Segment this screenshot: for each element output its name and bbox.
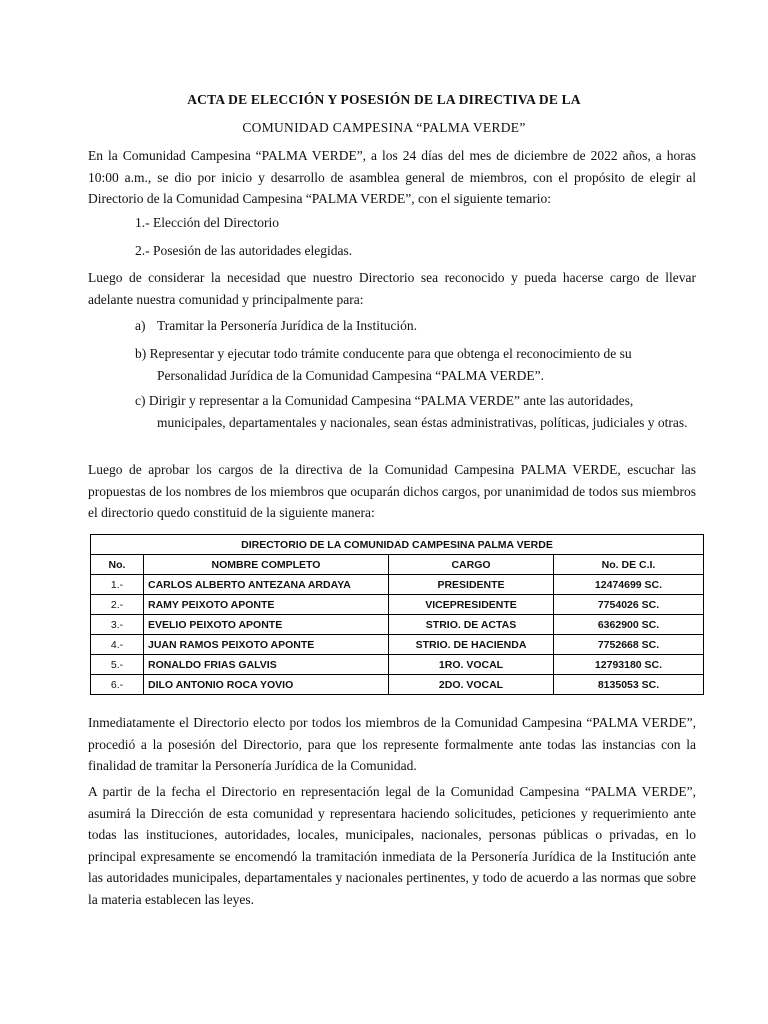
closing-paragraph: A partir de la fecha el Directorio en representación legal de la Comunidad Campesina “PALMA VERDE”, asumirá la Dirección de esta comunidad y representara haciendo solicitudes, peticiones y requerimiento ante todas las instituciones, autoridades, locales, municipales, nacionales, personas públicas o privadas, en lo principal expresamente se encomendó la tramitación inmediata de la Personería Jurídica de la Institución ante las autoridades municipales, departamentales y nacionales pertinentes, y todo de acuerdo a las normas que sobre la materia establecen las leyes.: [88, 784, 696, 907]
cell-no: 6.-: [91, 675, 144, 695]
cell-name: JUAN RAMOS PEIXOTO APONTE: [144, 635, 389, 655]
purpose-b-first-line: b) Representar y ejecutar todo trámite conducente para que obtenga el reconocimiento de su: [135, 346, 632, 361]
table-caption: DIRECTORIO DE LA COMUNIDAD CAMPESINA PALMA VERDE: [91, 535, 704, 555]
cell-name: CARLOS ALBERTO ANTEZANA ARDAYA: [144, 575, 389, 595]
table-caption-row: [91, 535, 704, 555]
purpose-a-marker: a): [135, 318, 146, 333]
document-title: ACTA DE ELECCIÓN Y POSESIÓN DE LA DIRECTIVA DE LA: [187, 92, 581, 107]
cell-name: EVELIO PEIXOTO APONTE: [144, 615, 389, 635]
cell-no: 1.-: [91, 575, 144, 595]
cell-cargo: STRIO. DE ACTAS: [389, 615, 554, 635]
purpose-b: [135, 343, 696, 386]
purpose-c-first-line: c) Dirigir y representar a la Comunidad Campesina “PALMA VERDE” ante las autoridades,: [135, 393, 634, 408]
purpose-intro-paragraph: Luego de considerar la necesidad que nuestro Directorio sea reconocido y pueda hacerse cargo de llevar adelante nuestra comunidad y principalmente para:: [88, 270, 696, 307]
table-row: [91, 615, 704, 635]
purpose-c-continuation: municipales, departamentales y nacionales, sean éstas administrativas, políticas, judiciales y otras.: [157, 414, 688, 430]
purpose-b-continuation: Personalidad Jurídica de la Comunidad Campesina “PALMA VERDE”.: [157, 367, 544, 383]
intro-paragraph: En la Comunidad Campesina “PALMA VERDE”, a los 24 días del mes de diciembre de 2022 años, a horas 10:00 a.m., se dio por inicio y desarrollo de asamblea general de miembros, con el propósito de elegir al Directorio de la Comunidad Campesina “PALMA VERDE”, con el siguiente temario:: [88, 148, 696, 206]
cell-ci: 8135053 SC.: [554, 675, 704, 695]
directorio-table: [90, 534, 704, 695]
cell-cargo: PRESIDENTE: [389, 575, 554, 595]
column-header-name: NOMBRE COMPLETO: [144, 555, 389, 575]
table-row: [91, 655, 704, 675]
cell-no: 2.-: [91, 595, 144, 615]
cell-cargo: 1RO. VOCAL: [389, 655, 554, 675]
table-row: [91, 595, 704, 615]
cell-no: 4.-: [91, 635, 144, 655]
cell-ci: 7754026 SC.: [554, 595, 704, 615]
cell-cargo: VICEPRESIDENTE: [389, 595, 554, 615]
cell-no: 3.-: [91, 615, 144, 635]
cell-name: DILO ANTONIO ROCA YOVIO: [144, 675, 389, 695]
column-header-cargo: CARGO: [389, 555, 554, 575]
possession-paragraph: Inmediatamente el Directorio electo por todos los miembros de la Comunidad Campesina “PALMA VERDE”, procedió a la posesión del Directorio, para que los represente formalmente ante todas las instancias con la finalidad de tramitar la Personería Jurídica de la Comunidad.: [88, 715, 696, 773]
document-subtitle: COMUNIDAD CAMPESINA “PALMA VERDE”: [242, 120, 526, 135]
purpose-c: [135, 390, 696, 433]
column-header-ci: No. DE C.I.: [554, 555, 704, 575]
column-header-no: No.: [91, 555, 144, 575]
table-header-row: [91, 555, 704, 575]
cell-cargo: STRIO. DE HACIENDA: [389, 635, 554, 655]
approval-paragraph: Luego de aprobar los cargos de la directiva de la Comunidad Campesina PALMA VERDE, escuchar las propuestas de los nombres de los miembros que ocuparán dichos cargos, por unanimidad de todos sus miembros el directorio quedo constituid de la siguiente manera:: [88, 462, 696, 520]
agenda-item-1: 1.- Elección del Directorio: [135, 215, 279, 230]
table-row: [91, 675, 704, 695]
cell-name: RAMY PEIXOTO APONTE: [144, 595, 389, 615]
cell-no: 5.-: [91, 655, 144, 675]
purpose-a-text: Tramitar la Personería Jurídica de la Institución.: [157, 318, 418, 333]
cell-ci: 6362900 SC.: [554, 615, 704, 635]
cell-cargo: 2DO. VOCAL: [389, 675, 554, 695]
agenda-item-2: 2.- Posesión de las autoridades elegidas.: [135, 243, 353, 258]
cell-name: RONALDO FRIAS GALVIS: [144, 655, 389, 675]
table-row: [91, 575, 704, 595]
table-row: [91, 635, 704, 655]
cell-ci: 12793180 SC.: [554, 655, 704, 675]
cell-ci: 12474699 SC.: [554, 575, 704, 595]
cell-ci: 7752668 SC.: [554, 635, 704, 655]
